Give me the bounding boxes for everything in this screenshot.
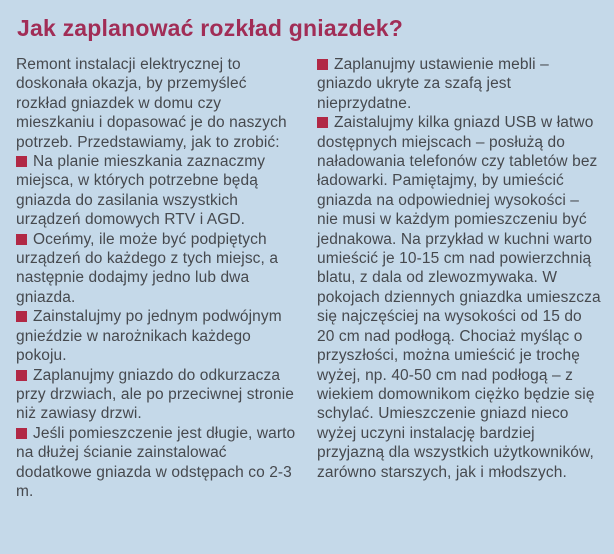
bullet-item: Oceńmy, ile może być podpiętych urządzeń do każdego z tych miejsc, a następnie dodajmy jedno lub dwa gniazda.	[16, 230, 279, 306]
right-column	[317, 55, 602, 501]
bullet-square-icon	[317, 59, 328, 70]
bullet-item: Zaistalujmy kilka gniazd USB w łatwo dostępnych miejscach – posłużą do naładowania telefonów czy tabletów bez ładowarki. Pamiętajmy, by umieścić gniazda na odpowiedniej wysokości – nie musi w każdym pomieszczeniu być jednakowa. Na przykład w kuchni warto umieścić je 10-15 cm nad powierzchnią blatu, z dala od zlewozmywaka. W pokojach dziennych gniazdka umieszcza się najczęściej na wysokości od 15 do 20 cm nad podłogą. Chociaż myśląc o przyszłości, można umieścić je trochę wyżej, np. 40-50 cm nad podłogą – z wiekiem domownikom ciężko będzie się schylać. Umieszczenie gniazd nieco wyżej uczyni instalację bardziej przyjazną dla wszystkich użytkowników, zarówno starszych, jak i młodszych.	[317, 114, 601, 481]
left-column	[16, 55, 301, 501]
bullet-item: Zaplanujmy gniazdo do odkurzacza przy drzwiach, ale po przeciwnej stronie niż zawiasy drzwi.	[16, 366, 294, 423]
bullet-item: Na planie mieszkania zaznaczmy miejsca, w których potrzebne będą gniazda do zasilania wszystkich urządzeń domowych RTV i AGD.	[16, 153, 266, 229]
bullet-item: Zainstalujmy po jednym podwójnym gnieździe w narożnikach każdego pokoju.	[16, 308, 282, 365]
paragraph: Remont instalacji elektrycznej to doskonała okazja, by przemyśleć rozkład gniazdek w domu czy mieszkaniu i dopasować je do naszych potrzeb. Przedstawiamy, jak to zrobić:	[16, 56, 287, 151]
bullet-item: Zaplanujmy ustawienie mebli – gniazdo ukryte za szafą jest nieprzydatne.	[317, 56, 549, 112]
bullet-item: Jeśli pomieszczenie jest długie, warto na dłużej ścianie zainstalować dodatkowe gniazda w odstępach co 2-3 m.	[16, 424, 296, 500]
bullet-square-icon	[16, 370, 27, 381]
bullet-square-icon	[16, 156, 27, 167]
bullet-square-icon	[16, 428, 27, 439]
bullet-square-icon	[16, 311, 27, 322]
bullet-square-icon	[16, 234, 27, 245]
page-title: Jak zaplanować rozkład gniazdek?	[17, 15, 404, 41]
text-columns	[16, 55, 602, 501]
bullet-square-icon	[317, 117, 328, 128]
